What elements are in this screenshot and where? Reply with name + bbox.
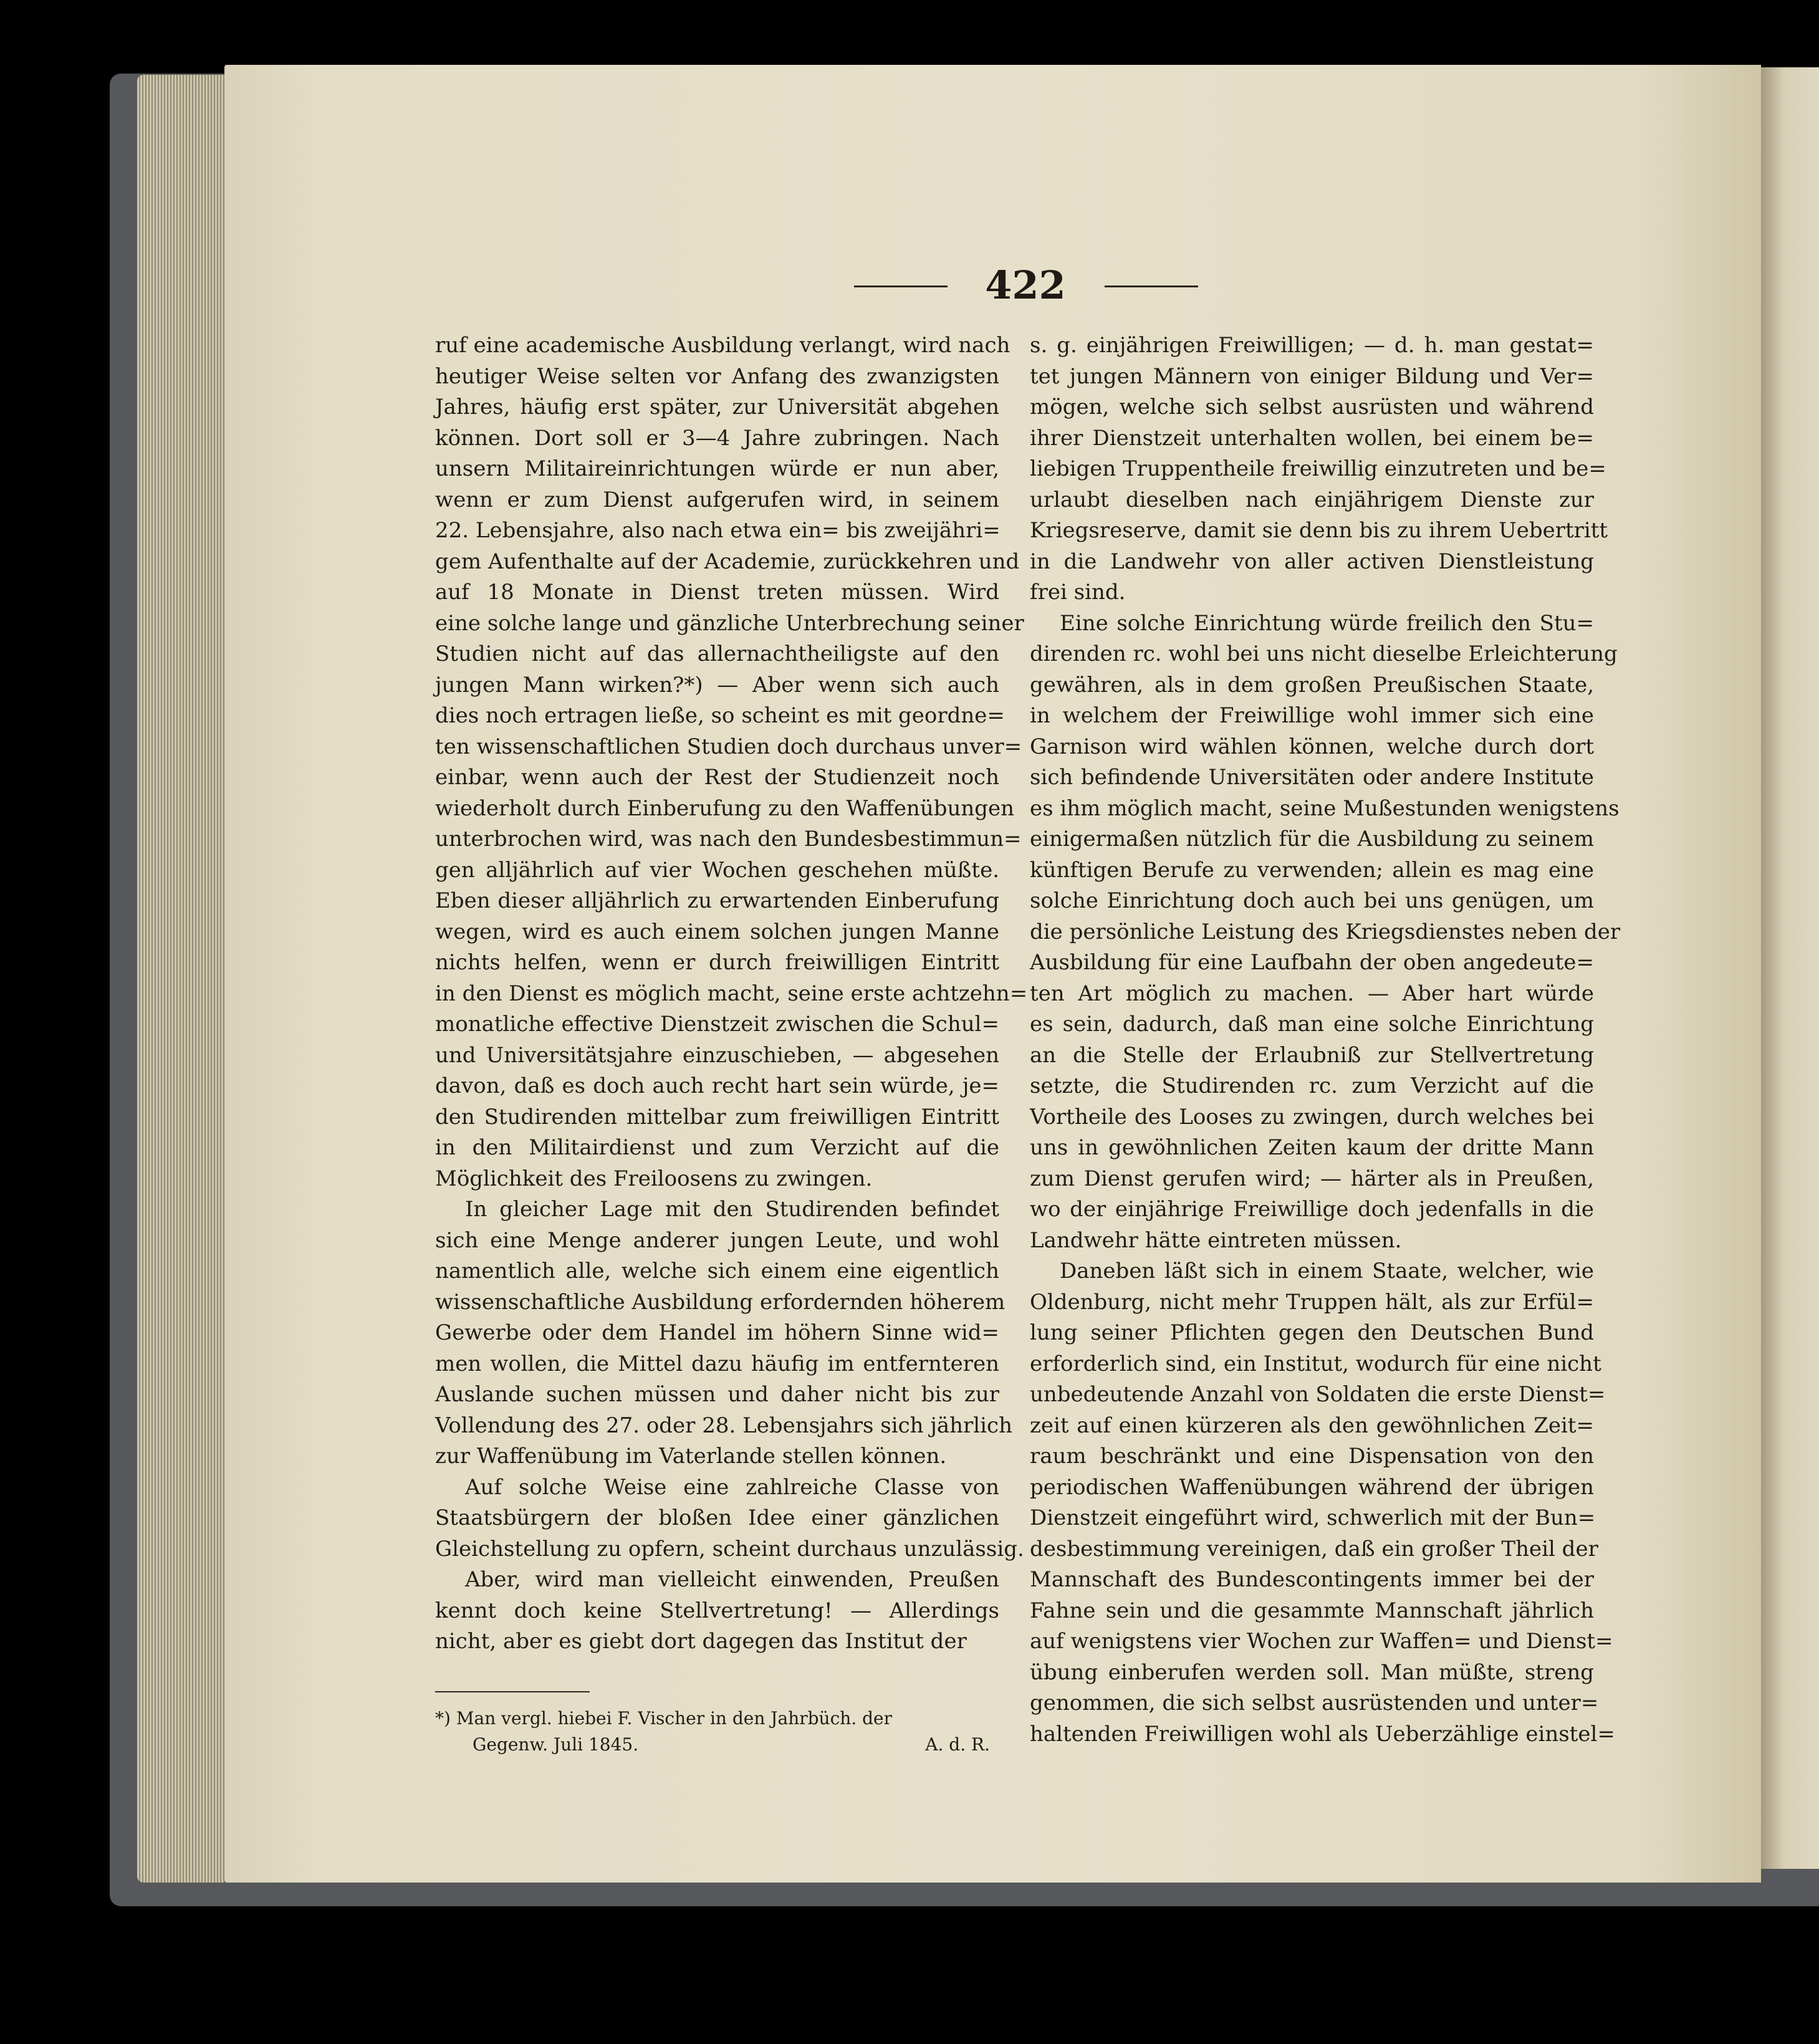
text-line: solche Einrichtung doch auch bei uns genügen, um xyxy=(1030,888,1594,913)
footnote-line xyxy=(435,1706,990,1732)
text-line: Aber, wird man vielleicht einwenden, Preußen xyxy=(465,1567,999,1592)
text-line: in die Landwehr von aller activen Dienstleistung xyxy=(1030,549,1594,574)
right-text-column xyxy=(1030,330,1621,1750)
text-line: mögen, welche sich selbst ausrüsten und während xyxy=(1030,395,1594,420)
text-line: In gleicher Lage mit den Studirenden befindet xyxy=(465,1197,999,1222)
text-line: sich eine Menge anderer jungen Leute, und wohl xyxy=(435,1227,999,1253)
text-line: gewähren, als in dem großen Preußischen Staate, xyxy=(1030,672,1594,698)
text-line: es ihm möglich macht, seine Mußestunden wenigstens xyxy=(1030,795,1620,821)
text-line: eine solche lange und gänzliche Unterbrechung seiner xyxy=(435,610,1024,636)
text-line: und Universitätsjahre einzuschieben, — abgesehen xyxy=(435,1042,999,1068)
text-line: einigermaßen nützlich für die Ausbildung zu seinem xyxy=(1030,827,1594,852)
text-line: tet jungen Männern von einiger Bildung und Ver= xyxy=(1030,363,1594,389)
text-line: wo der einjährige Freiwillige doch jedenfalls in die xyxy=(1030,1197,1594,1222)
text-line: ihrer Dienstzeit unterhalten wollen, bei einem be= xyxy=(1030,425,1594,451)
text-line: kennt doch keine Stellvertretung! — Allerdings xyxy=(435,1598,999,1623)
text-line: urlaubt dieselben nach einjährigem Dienste zur xyxy=(1030,487,1594,512)
text-line: einbar, wenn auch der Rest der Studienzeit noch xyxy=(435,765,999,790)
text-line: wenn er zum Dienst aufgerufen wird, in seinem xyxy=(435,487,999,512)
text-line: frei sind. xyxy=(1030,580,1126,605)
text-line: unsern Militaireinrichtungen würde er nun aber, xyxy=(435,456,999,481)
text-line: ten Art möglich zu machen. — Aber hart würde xyxy=(1030,981,1594,1006)
text-line: Eben dieser alljährlich zu erwartenden Einberufung xyxy=(435,888,999,913)
left-text-column xyxy=(435,330,1028,1658)
text-line: haltenden Freiwilligen wohl als Ueberzählige einstel= xyxy=(1030,1721,1615,1747)
text-line: es sein, dadurch, daß man eine solche Einrichtung xyxy=(1030,1012,1594,1037)
text-line: wegen, wird es auch einem solchen jungen Manne xyxy=(435,919,999,944)
text-line: in welchem der Freiwillige wohl immer sich eine xyxy=(1030,703,1594,728)
text-line: Eine solche Einrichtung würde freilich den Stu= xyxy=(1060,610,1594,636)
text-line: periodischen Waffenübungen während der übrigen xyxy=(1030,1474,1594,1500)
text-line: nichts helfen, wenn er durch freiwilligen Eintritt xyxy=(435,950,999,975)
text-line: Gewerbe oder dem Handel im höhern Sinne wid= xyxy=(435,1320,999,1345)
text-line: gen alljährlich auf vier Wochen geschehen müßte. xyxy=(435,857,999,883)
text-line: in den Militairdienst und zum Verzicht auf die xyxy=(435,1135,999,1160)
text-line: Garnison wird wählen können, welche durch dort xyxy=(1030,734,1594,759)
text-line: Oldenburg, nicht mehr Truppen hält, als zur Erfül= xyxy=(1030,1289,1594,1315)
text-line: 22. Lebensjahre, also nach etwa ein= bis zweijähri= xyxy=(435,518,1001,543)
text-line: können. Dort soll er 3—4 Jahre zubringen. Nach xyxy=(435,425,999,451)
text-line: in den Dienst es möglich macht, seine erste achtzehn= xyxy=(435,981,1028,1006)
text-line: zeit auf einen kürzeren als den gewöhnlichen Zeit= xyxy=(1030,1413,1594,1438)
text-line: ten wissenschaftlichen Studien doch durchaus unver= xyxy=(435,734,1022,759)
text-line: Studien nicht auf das allernachtheiligste auf den xyxy=(435,641,999,666)
text-line: jungen Mann wirken?*) — Aber wenn sich auch xyxy=(435,672,999,698)
text-line: Jahres, häufig erst später, zur Universität abgehen xyxy=(435,395,999,420)
header-rule-right xyxy=(1105,285,1198,287)
text-line: gem Aufenthalte auf der Academie, zurückkehren und xyxy=(435,549,1020,574)
text-line: unbedeutende Anzahl von Soldaten die erste Dienst= xyxy=(1030,1382,1606,1407)
text-line: setzte, die Studirenden rc. zum Verzicht auf die xyxy=(1030,1073,1594,1098)
text-line: monatliche effective Dienstzeit zwischen die Schul= xyxy=(435,1012,999,1037)
footnote-text: *) Man vergl. hiebei F. Vischer in den Jahrbüch. der xyxy=(435,1708,892,1729)
text-line: wissenschaftliche Ausbildung erfordernden höherem xyxy=(435,1289,1005,1315)
header-rule-left xyxy=(854,285,948,287)
text-line: Dienstzeit eingeführt wird, schwerlich mit der Bun= xyxy=(1030,1505,1596,1530)
text-line: men wollen, die Mittel dazu häufig im entfernteren xyxy=(435,1351,999,1376)
text-line: die persönliche Leistung des Kriegsdienstes neben der xyxy=(1030,919,1621,944)
text-line: sich befindende Universitäten oder andere Institute xyxy=(1030,765,1594,790)
text-line: Staatsbürgern der bloßen Idee einer gänzlichen xyxy=(435,1505,999,1530)
page-number: 422 xyxy=(985,262,1066,308)
footnote-line xyxy=(435,1732,990,1758)
text-line: liebigen Truppentheile freiwillig einzutreten und be= xyxy=(1030,456,1606,481)
text-line: raum beschränkt und eine Dispensation von den xyxy=(1030,1444,1594,1469)
text-line: ruf eine academische Ausbildung verlangt, wird nach xyxy=(435,333,1010,358)
text-line: auf 18 Monate in Dienst treten müssen. Wird xyxy=(435,580,999,605)
text-line: Auslande suchen müssen und daher nicht bis zur xyxy=(435,1382,999,1407)
footnote-source: Gegenw. Juli 1845. xyxy=(473,1734,639,1755)
text-line: den Studirenden mittelbar zum freiwilligen Eintritt xyxy=(435,1104,999,1130)
text-line: Möglichkeit des Freiloosens zu zwingen. xyxy=(435,1166,873,1191)
text-line: Ausbildung für eine Laufbahn der oben angedeute= xyxy=(1030,950,1594,975)
text-line: desbestimmung vereinigen, daß ein großer Theil der xyxy=(1030,1536,1598,1562)
text-line: wiederholt durch Einberufung zu den Waffenübungen xyxy=(435,795,1015,821)
text-line: davon, daß es doch auch recht hart sein würde, je= xyxy=(435,1073,999,1098)
text-line: künftigen Berufe zu verwenden; allein es mag eine xyxy=(1030,857,1594,883)
text-line: zum Dienst gerufen wird; — härter als in Preußen, xyxy=(1030,1166,1594,1191)
footnote-signature: A. d. R. xyxy=(925,1734,990,1755)
text-line: dies noch ertragen ließe, so scheint es mit geordne= xyxy=(435,703,1005,728)
text-line: Landwehr hätte eintreten müssen. xyxy=(1030,1227,1402,1253)
text-line: nicht, aber es giebt dort dagegen das Institut der xyxy=(435,1629,967,1654)
text-line: Vollendung des 27. oder 28. Lebensjahrs sich jährlich xyxy=(435,1413,1012,1438)
text-line: Gleichstellung zu opfern, scheint durchaus unzulässig. xyxy=(435,1536,1024,1562)
text-line: genommen, die sich selbst ausrüstenden und unter= xyxy=(1030,1691,1599,1715)
text-line: namentlich alle, welche sich einem eine eigentlich xyxy=(435,1259,999,1283)
text-line: direnden rc. wohl bei uns nicht dieselbe Erleichterung xyxy=(1030,641,1618,666)
text-line: Daneben läßt sich in einem Staate, welcher, wie xyxy=(1060,1259,1594,1283)
text-line: Vortheile des Looses zu zwingen, durch welches bei xyxy=(1030,1104,1594,1130)
text-line: uns in gewöhnlichen Zeiten kaum der dritte Mann xyxy=(1030,1135,1594,1160)
footnote xyxy=(435,1706,990,1758)
text-line: zur Waffenübung im Vaterlande stellen können. xyxy=(435,1444,947,1469)
text-line: Auf solche Weise eine zahlreiche Classe von xyxy=(465,1474,999,1500)
text-line: lung seiner Pflichten gegen den Deutschen Bund xyxy=(1030,1320,1594,1345)
footnote-rule xyxy=(435,1691,590,1692)
text-line: erforderlich sind, ein Institut, wodurch für eine nicht xyxy=(1030,1351,1601,1376)
text-line: an die Stelle der Erlaubniß zur Stellvertretung xyxy=(1030,1042,1594,1068)
facing-page-edge xyxy=(1761,67,1819,1869)
text-line: heutiger Weise selten vor Anfang des zwanzigsten xyxy=(435,363,999,389)
text-line: auf wenigstens vier Wochen zur Waffen= und Dienst= xyxy=(1030,1629,1613,1654)
text-line: Mannschaft des Bundescontingents immer bei der xyxy=(1030,1567,1594,1592)
page-edges xyxy=(137,75,224,1883)
text-line: unterbrochen wird, was nach den Bundesbestimmun= xyxy=(435,827,1022,852)
text-line: übung einberufen werden soll. Man müßte, streng xyxy=(1030,1659,1594,1685)
text-line: s. g. einjährigen Freiwilligen; — d. h. man gestat= xyxy=(1030,333,1594,358)
text-line: Fahne sein und die gesammte Mannschaft jährlich xyxy=(1030,1598,1594,1623)
text-line: Kriegsreserve, damit sie denn bis zu ihrem Uebertritt xyxy=(1030,518,1608,543)
page-header xyxy=(854,261,1191,310)
